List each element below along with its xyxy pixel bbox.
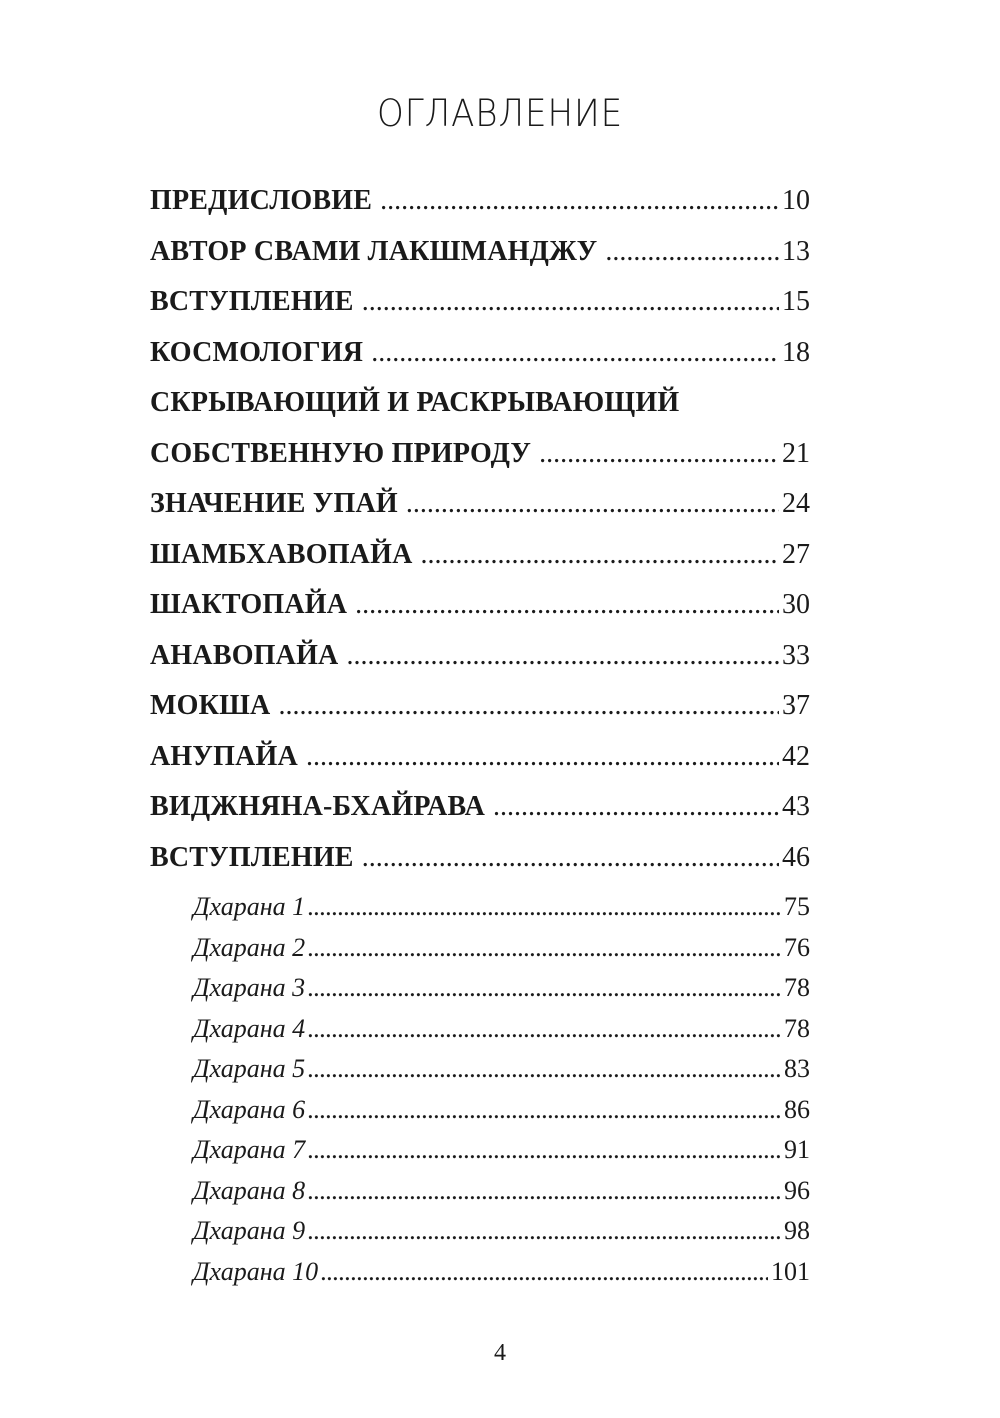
toc-entry[interactable] — [150, 732, 810, 783]
toc-entry-label: ВСТУПЛЕНИЕ — [150, 286, 354, 317]
toc-entry-label: ЗНАЧЕНИЕ УПАЙ — [150, 488, 398, 519]
toc-entry-label: ШАКТОПАЙА — [150, 589, 348, 620]
dot-leader — [307, 1049, 781, 1090]
toc-subentry[interactable] — [150, 1009, 810, 1050]
toc-entry-multiline[interactable] — [150, 378, 810, 479]
dot-leader — [320, 1252, 768, 1293]
toc-entry-label-line2: СОБСТВЕННУЮ ПРИРОДУ — [150, 437, 532, 469]
dot-leader — [362, 833, 779, 884]
toc-entry[interactable] — [150, 227, 810, 278]
toc-subentry-page: 78 — [784, 973, 810, 1002]
toc-entry-page: 10 — [782, 185, 810, 216]
dot-leader — [346, 631, 779, 682]
toc-entry[interactable] — [150, 782, 810, 833]
toc-subentry-label: Дхарана 7 — [193, 1135, 306, 1164]
toc-subentry[interactable] — [150, 1171, 810, 1212]
table-of-contents — [150, 176, 810, 1292]
toc-entry-label: ШАМБХАВОПАЙА — [150, 538, 413, 570]
toc-subentry[interactable] — [150, 887, 810, 928]
dot-leader — [307, 1130, 781, 1171]
toc-subentry-page: 98 — [784, 1216, 810, 1245]
toc-entry-label: АНАВОПАЙА — [150, 639, 339, 671]
toc-subentry-label: Дхарана 1 — [193, 892, 306, 921]
toc-subentry-page: 76 — [784, 932, 810, 962]
toc-subentry-label: Дхарана 2 — [193, 932, 306, 962]
dot-leader — [278, 681, 779, 732]
toc-entry-label: АНУПАЙА — [150, 740, 298, 772]
toc-subentry[interactable] — [150, 1049, 810, 1090]
toc-entry-page: 43 — [782, 791, 810, 822]
dot-leader — [493, 782, 779, 833]
toc-entry[interactable] — [150, 681, 810, 732]
toc-entry-label: МОКША — [150, 690, 271, 721]
toc-entry[interactable] — [150, 479, 810, 530]
toc-entry-label: ВИДЖНЯНА-БХАЙРАВА — [150, 791, 486, 822]
toc-entry[interactable] — [150, 580, 810, 631]
toc-subentry[interactable] — [150, 1211, 810, 1252]
toc-subentry-label: Дхарана 8 — [193, 1175, 306, 1205]
toc-entry-page: 46 — [782, 841, 810, 873]
toc-subentry[interactable] — [150, 1252, 810, 1293]
toc-subentry-label: Дхарана 6 — [193, 1094, 306, 1124]
toc-entry-page: 13 — [782, 235, 810, 267]
toc-entry-page: 24 — [782, 488, 810, 519]
dot-leader — [306, 732, 779, 783]
toc-subentry[interactable] — [150, 1090, 810, 1131]
toc-entry-page: 33 — [782, 639, 810, 671]
page-number: 4 — [494, 1340, 506, 1366]
toc-subentry-label: Дхарана 3 — [193, 973, 306, 1002]
toc-subentry-label: Дхарана 5 — [193, 1054, 306, 1083]
toc-entry-label-line1: СКРЫВАЮЩИЙ И РАСКРЫВАЮЩИЙ — [150, 387, 680, 418]
toc-subentry-page: 78 — [784, 1013, 810, 1043]
toc-entry[interactable] — [150, 176, 810, 227]
toc-subentry-label: Дхарана 9 — [193, 1216, 306, 1245]
dot-leader — [307, 968, 781, 1009]
dot-leader — [539, 429, 779, 480]
toc-entry[interactable] — [150, 631, 810, 682]
toc-entry-page: 21 — [782, 437, 810, 469]
dot-leader — [605, 227, 779, 278]
toc-entry[interactable] — [150, 833, 810, 884]
dot-leader — [406, 479, 779, 530]
toc-entry-label: АВТОР СВАМИ ЛАКШМАНДЖУ — [150, 235, 598, 267]
toc-entry-line2 — [150, 429, 810, 480]
toc-entry-label: КОСМОЛОГИЯ — [150, 336, 364, 368]
toc-subentry-page: 101 — [771, 1256, 810, 1286]
dot-leader — [307, 1090, 781, 1131]
toc-subentry-page: 96 — [784, 1175, 810, 1205]
toc-entry[interactable] — [150, 277, 810, 328]
toc-subentry-page: 75 — [784, 892, 810, 921]
toc-subentry-page: 86 — [784, 1094, 810, 1124]
toc-subentry-label: Дхарана 4 — [193, 1013, 306, 1043]
dot-leader — [307, 887, 781, 928]
toc-entry-label: ПРЕДИСЛОВИЕ — [150, 185, 373, 216]
toc-subentry-page: 91 — [784, 1135, 810, 1164]
toc-subentry-label: Дхарана 10 — [193, 1256, 319, 1286]
dot-leader — [371, 328, 779, 379]
toc-entry-label: ВСТУПЛЕНИЕ — [150, 841, 354, 873]
toc-entry-page: 42 — [782, 740, 810, 772]
toc-entry-page: 30 — [782, 589, 810, 620]
toc-subentry[interactable] — [150, 1130, 810, 1171]
dot-leader — [355, 580, 779, 631]
toc-entry-page: 27 — [782, 538, 810, 570]
toc-subentry[interactable] — [150, 928, 810, 969]
dot-leader — [362, 277, 779, 328]
toc-entry-page: 15 — [782, 286, 810, 317]
toc-subentry[interactable] — [150, 968, 810, 1009]
toc-entry[interactable] — [150, 328, 810, 379]
toc-entry[interactable] — [150, 530, 810, 581]
dot-leader — [307, 1211, 781, 1252]
dot-leader — [307, 1171, 781, 1212]
toc-subentry-page: 83 — [784, 1054, 810, 1083]
page-title: ОГЛАВЛЕНИЕ — [376, 92, 624, 135]
dot-leader — [307, 928, 781, 969]
toc-entry-page: 37 — [782, 690, 810, 721]
dot-leader — [380, 176, 779, 227]
toc-entry-page: 18 — [782, 336, 810, 368]
dot-leader — [421, 530, 779, 581]
dot-leader — [307, 1009, 781, 1050]
